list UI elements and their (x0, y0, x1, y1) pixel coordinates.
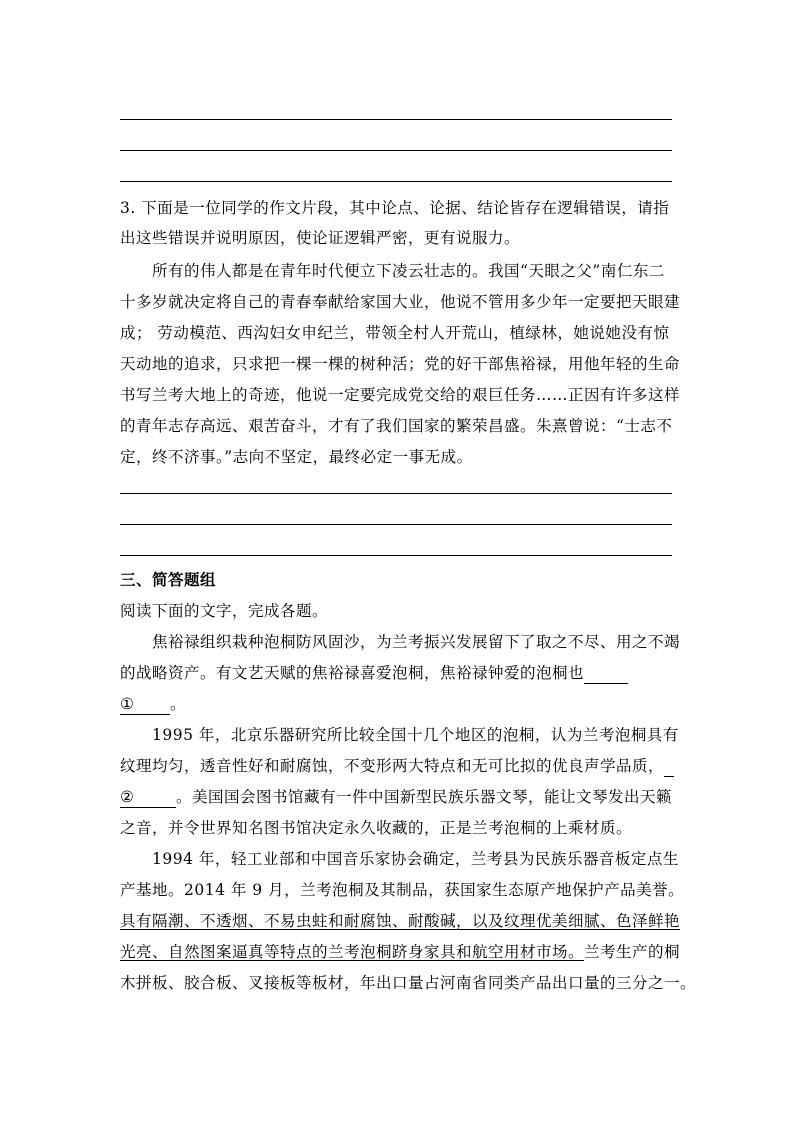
answer-line[interactable] (120, 150, 672, 151)
passage-text: 纹理均匀，透音性好和耐腐蚀，不变形两大特点和无可比拟的优良声学品质， (120, 757, 665, 775)
passage-line: 的青年志存高远、艰苦奋斗，才有了我们国家的繁荣昌盛。朱熹曾说：“士志不 (120, 417, 673, 435)
answer-line[interactable] (120, 119, 672, 120)
underlined-sentence: 光亮、自然图案逼真等特点的兰考泡桐跻身家具和航空用材市场。 (120, 943, 585, 961)
passage-line: 书写兰考大地上的奇迹，他说一定要完成党交给的艰巨任务……正因有许多这样 (120, 386, 681, 404)
passage-text: 兰考生产的桐 (584, 943, 681, 961)
passage-line (120, 942, 681, 962)
passage-text: 。 (170, 695, 187, 713)
answer-line[interactable] (120, 181, 672, 182)
fill-blank-1[interactable] (584, 663, 628, 684)
blank-marker-1: ① (120, 695, 135, 713)
blank-marker-2: ② (120, 788, 135, 806)
passage-line (120, 694, 672, 715)
answer-line[interactable] (120, 524, 672, 525)
passage-text: 的战略资产。有文艺天赋的焦裕禄喜爱泡桐，焦裕禄钟爱的泡桐也 (120, 664, 585, 682)
passage-line (120, 787, 672, 808)
passage-line: 焦裕禄组织栽种泡桐防风固沙，为兰考振兴发展留下了取之不尽、用之不竭 (152, 633, 681, 651)
passage-line: 成； 劳动模范、西沟妇女申纪兰，带领全村人开荒山，植绿林，她说她没有惊 (120, 324, 670, 342)
passage-text: 。美国国会图书馆藏有一件中国新型民族乐器文琴，能让文琴发出天籁 (176, 788, 673, 806)
fill-blank-1[interactable] (120, 694, 170, 715)
answer-line[interactable] (120, 555, 672, 556)
passage-line: 1995 年，北京乐器研究所比较全国十几个地区的泡桐，认为兰考泡桐具有 (152, 726, 679, 744)
fill-blank-2[interactable] (120, 787, 176, 808)
passage-line (120, 663, 672, 684)
passage-line: 所有的伟人都是在青年时代便立下凌云壮志的。我国“天眼之父”南仁东二 (152, 262, 665, 280)
section-heading: 三、简答题组 (120, 570, 217, 589)
fill-blank-2[interactable] (664, 756, 674, 777)
passage-line: 木拼板、胶合板、叉接板等板材，年出口量占河南省同类产品出口量的三分之一。 (120, 974, 697, 992)
question-3-prompt-line: 3. 下面是一位同学的作文片段，其中论点、论据、结论皆存在逻辑错误，请指 (120, 199, 670, 217)
section-instruction: 阅读下面的文字，完成各题。 (120, 602, 329, 620)
underlined-sentence: 具有隔潮、不透烟、不易虫蛀和耐腐蚀、耐酸碱，以及纹理优美细腻、色泽鲜艳 (120, 912, 681, 930)
passage-line: 产基地。2014 年 9 月，兰考泡桐及其制品，获国家生态原产地保护产品美誉。 (120, 881, 685, 899)
passage-line: 天动地的追求，只求把一棵一棵的树种活；党的好干部焦裕禄，用他年轻的生命 (120, 355, 681, 373)
passage-line: 1994 年，轻工业部和中国音乐家协会确定，兰考县为民族乐器音板定点生 (152, 850, 679, 868)
passage-line: 定，终不济事。”志向不坚定，最终必定一事无成。 (120, 448, 473, 466)
passage-line: 之音，并令世界知名图书馆决定永久收藏的，正是兰考泡桐的上乘材质。 (120, 819, 633, 837)
answer-line[interactable] (120, 493, 672, 494)
question-3-prompt-line: 出这些错误并说明原因，使论证逻辑严密，更有说服力。 (120, 229, 521, 247)
passage-line (120, 756, 672, 777)
passage-line: 十多岁就决定将自己的青春奉献给家国大业，他说不管用多少年一定要把天眼建 (120, 293, 681, 311)
